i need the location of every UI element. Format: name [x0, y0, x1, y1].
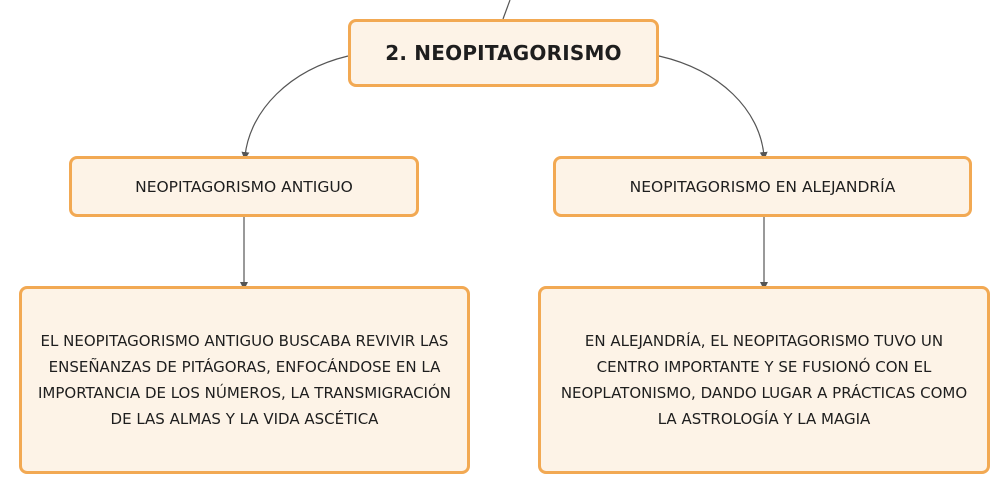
detail-node-alejandria[interactable]: [538, 286, 990, 474]
detail-node-text: EL NEOPITAGORISMO ANTIGUO BUSCABA REVIVIR LAS ENSEÑANZAS DE PITÁGORAS, ENFOCÁNDOSE EN LA IMPORTANCIA DE LOS NÚMEROS, LA TRANSMIGRACIÓN DE LAS ALMAS Y LA VIDA ASCÉTICA: [37, 332, 451, 428]
branch-node-antiguo[interactable]: [69, 156, 419, 217]
branch-node-alejandria[interactable]: [553, 156, 972, 217]
detail-node-antiguo[interactable]: [19, 286, 470, 474]
root-node[interactable]: [348, 19, 659, 87]
connector-root-to-left-branch: [245, 56, 348, 156]
detail-node-text: EN ALEJANDRÍA, EL NEOPITAGORISMO TUVO UN CENTRO IMPORTANTE Y SE FUSIONÓ CON EL NEOPLATONISMO, DANDO LUGAR A PRÁCTICAS COMO LA ASTROLOGÍA Y LA MAGIA: [560, 332, 968, 428]
branch-node-label: NEOPITAGORISMO EN ALEJANDRÍA: [629, 177, 896, 196]
incoming-connector: [503, 0, 510, 19]
connector-root-to-right-branch: [659, 56, 764, 156]
root-node-label: 2. NEOPITAGORISMO: [385, 41, 622, 65]
branch-node-label: NEOPITAGORISMO ANTIGUO: [135, 177, 353, 196]
